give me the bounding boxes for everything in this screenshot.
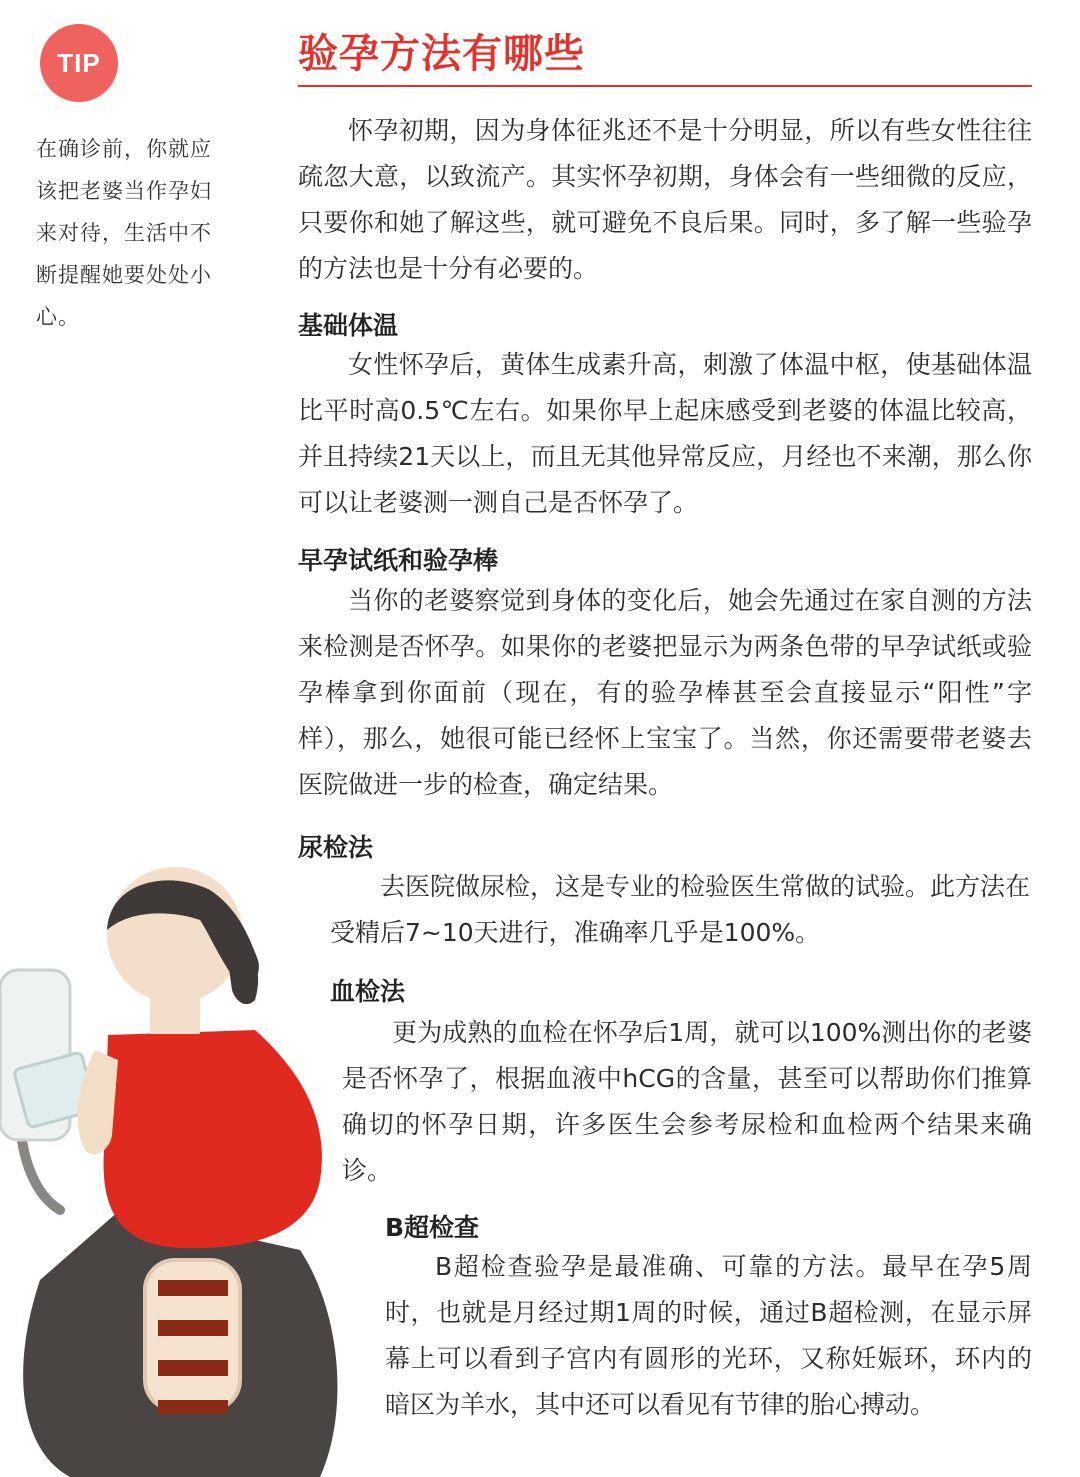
section-body-ultrasound: B超检查验孕是最准确、可靠的方法。最早在孕5周时，也就是月经过期1周的时候，通过B超检测，在显示屏幕上可以看到子宫内有圆形的光环，又称妊娠环，环内的暗区为羊水，其中还可以看见有节律的胎心搏动。: [385, 1252, 1032, 1419]
intro-paragraph: 怀孕初期，因为身体征兆还不是十分明显，所以有些女性往往疏忽大意，以致流产。其实怀孕初期，身体会有一些细微的反应，只要你和她了解这些，就可避免不良后果。同时，多了解一些验孕的方法也是十分有必要的。: [298, 116, 1032, 283]
section-heading-blood-test: 血检法: [330, 977, 406, 1006]
section-heading-urine-test: 尿检法: [298, 833, 374, 862]
title-divider: [298, 85, 1032, 87]
section-body-blood-test: 更为成熟的血检在怀孕后1周，就可以100%测出你的老婆是否怀孕了，根据血液中hCG的含量，甚至可以帮助你们推算确切的怀孕日期，许多医生会参考尿检和血检两个结果来确诊。: [342, 1018, 1032, 1185]
tip-badge: TIP: [40, 24, 118, 102]
section-body-urine-test: 去医院做尿检，这是专业的检验医生常做的试验。此方法在受精后7~10天进行，准确率几乎是100%。: [330, 872, 1031, 947]
section-body-basal-temperature: 女性怀孕后，黄体生成素升高，刺激了体温中枢，使基础体温比平时高0.5℃左右。如果你早上起床感受到老婆的体温比较高，并且持续21天以上，而且无其他异常反应，月经也不来潮，那么你可以让老婆测一测自己是否怀孕了。: [298, 350, 1032, 517]
page-title: 验孕方法有哪些: [298, 31, 585, 77]
section-body-test-strips: 当你的老婆察觉到身体的变化后，她会先通过在家自测的方法来检测是否怀孕。如果你的老婆把显示为两条色带的早孕试纸或验孕棒拿到你面前（现在，有的验孕棒甚至会直接显示“阳性”字样），那么，她很可能已经怀上宝宝了。当然，你还需要带老婆去医院做进一步的检查，确定结果。: [298, 586, 1032, 799]
tip-note: 在确诊前，你就应该把老婆当作孕妇来对待，生活中不断提醒她要处处小心。: [36, 137, 212, 329]
pregnant-woman-illustration: [0, 850, 360, 1477]
section-heading-test-strips: 早孕试纸和验孕棒: [298, 546, 499, 575]
section-heading-basal-temperature: 基础体温: [298, 311, 399, 340]
section-heading-ultrasound: B超检查: [385, 1213, 480, 1242]
